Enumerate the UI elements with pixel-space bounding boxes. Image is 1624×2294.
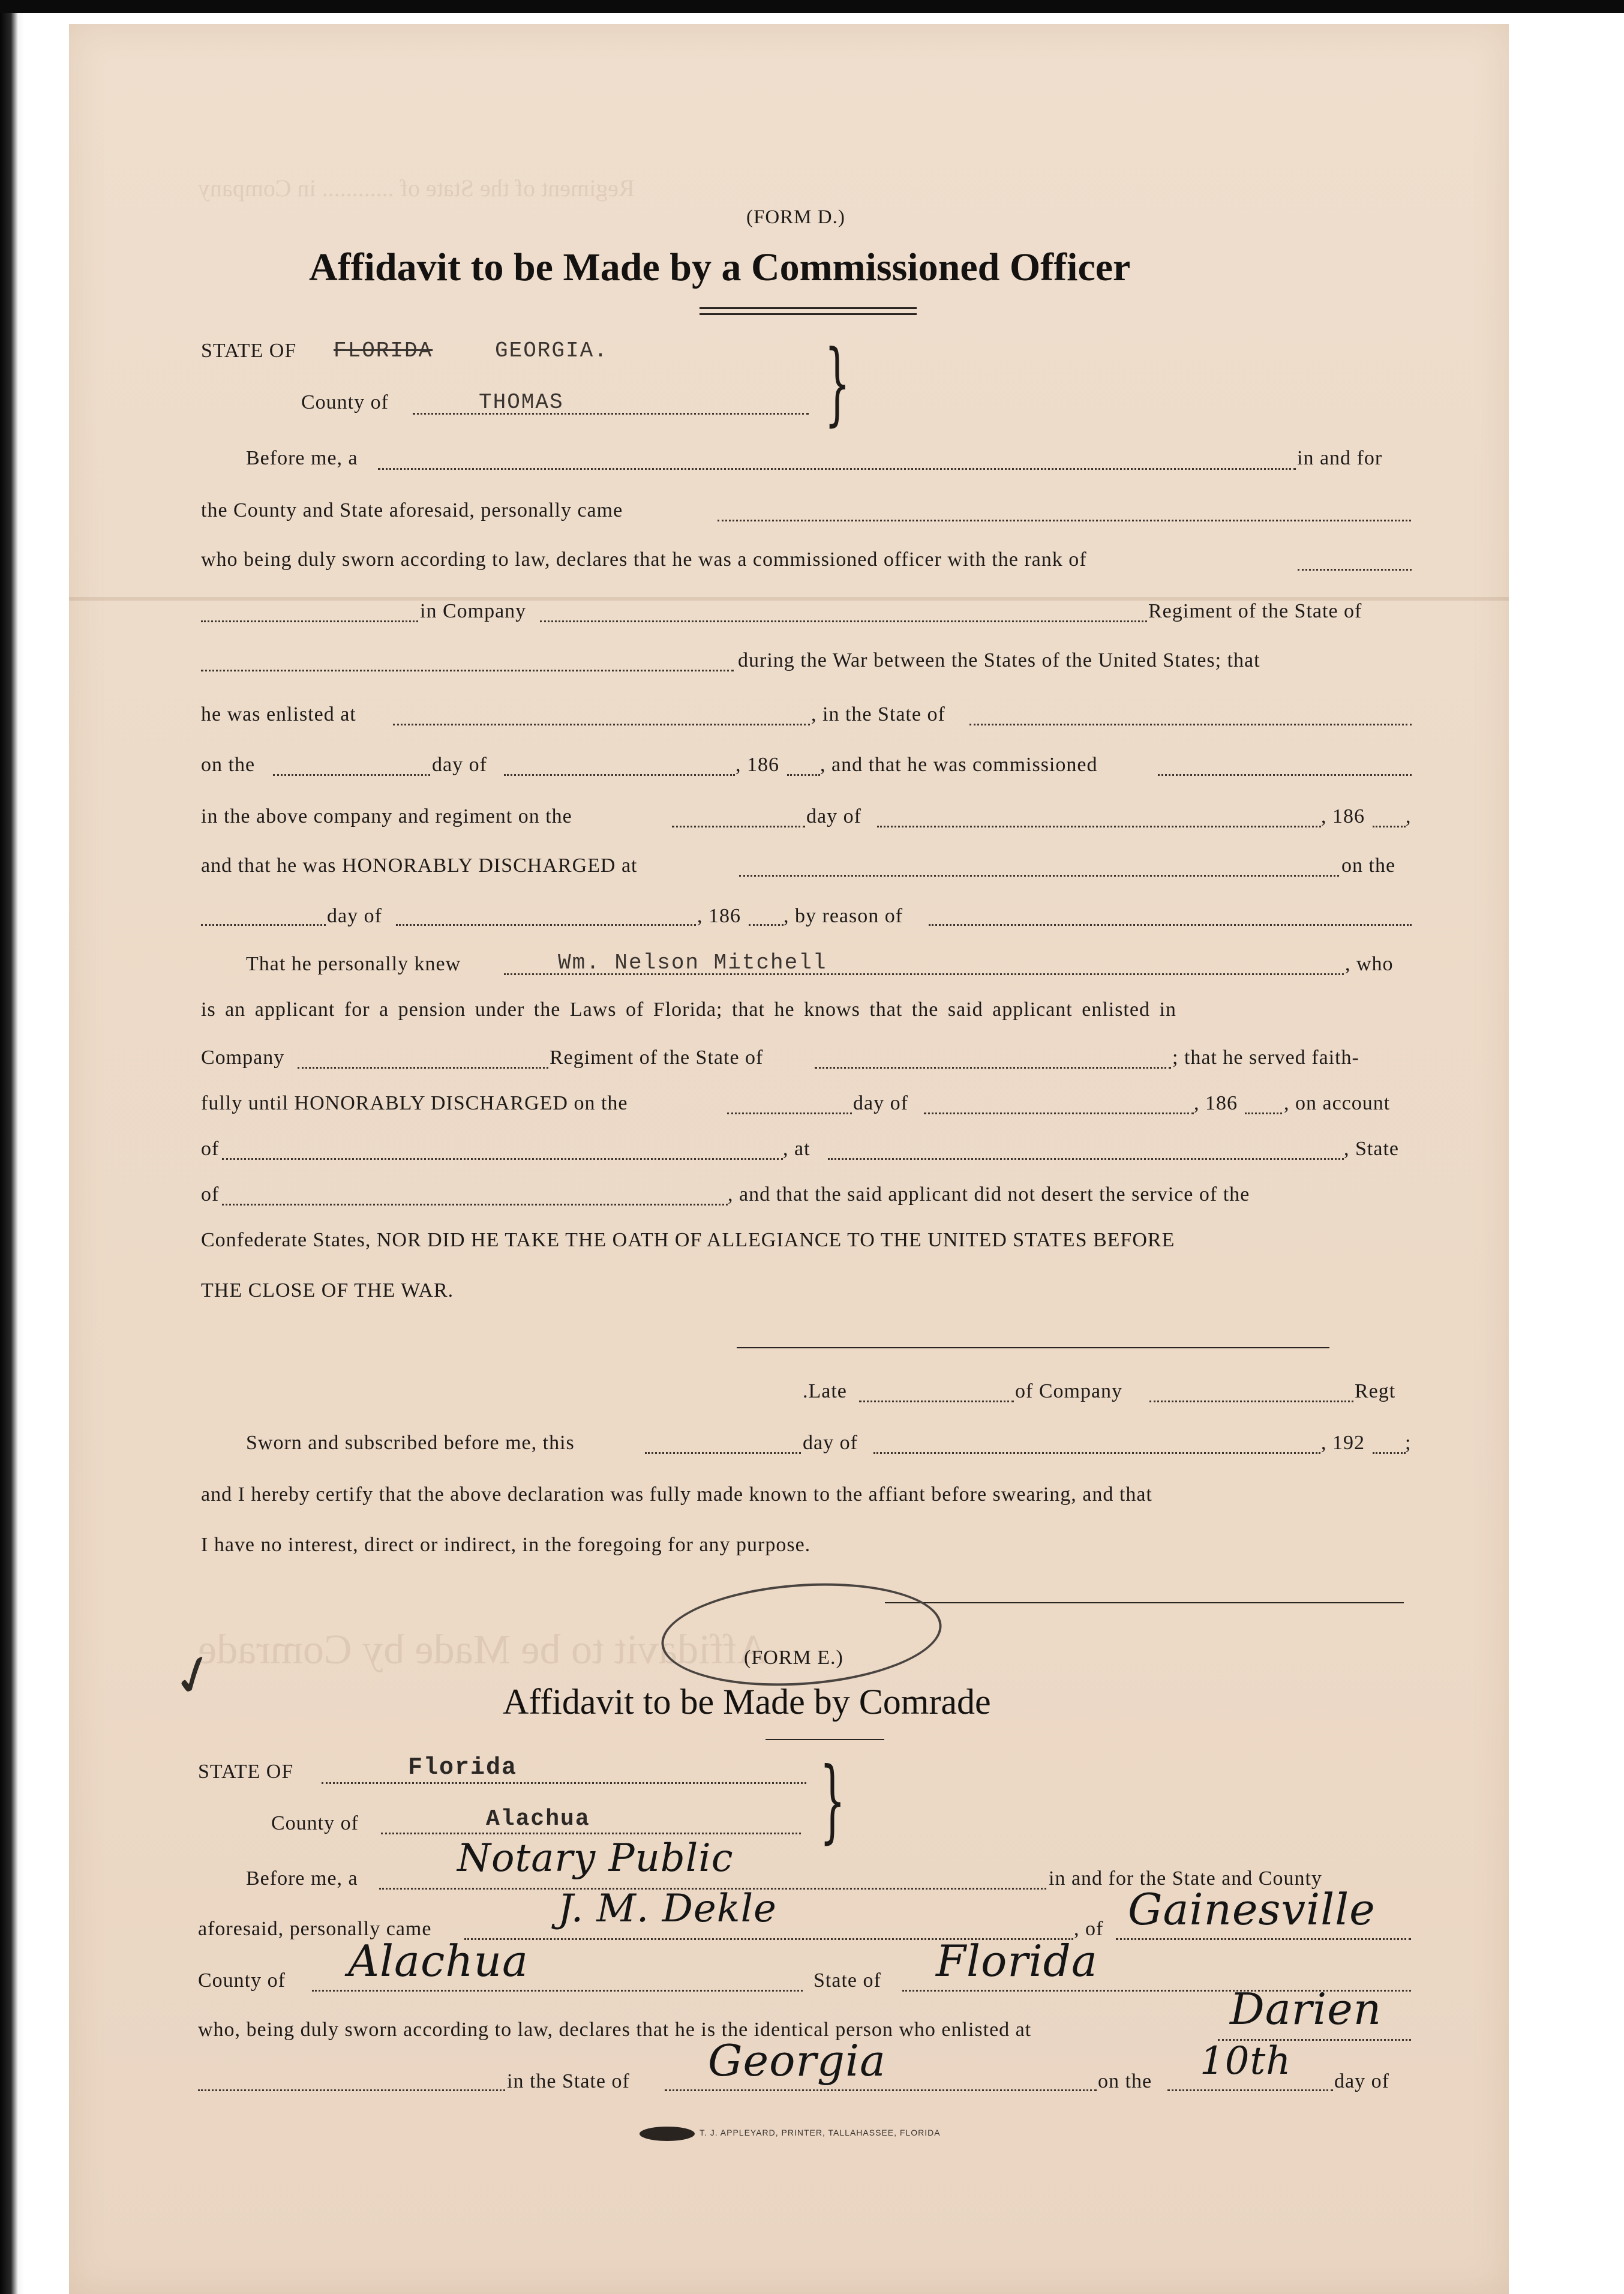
blank-line — [873, 1452, 1320, 1454]
text-line: Regiment of the State of — [1148, 600, 1362, 622]
state-value: Florida — [408, 1755, 518, 1782]
text-line: Before me, a — [246, 447, 358, 469]
text-line: in and for the State and County — [1049, 1867, 1322, 1890]
brace: } — [824, 331, 851, 436]
text-line: .Late — [803, 1380, 847, 1402]
blank-line — [504, 774, 735, 776]
blank-line — [718, 520, 1411, 521]
text-line: Regiment of the State of — [550, 1046, 764, 1069]
blank-line — [381, 1833, 801, 1834]
text-line: is an applicant for a pension under the Laws of Florida; that he knows that the said applicant enlisted in — [201, 998, 1176, 1021]
blank-line — [201, 620, 418, 622]
text-line: Confederate States, NOR DID HE TAKE THE OATH OF ALLEGIANCE TO THE UNITED STATES BEFORE — [201, 1229, 1175, 1251]
blank-line — [198, 2089, 505, 2091]
text-line: in and for — [1297, 447, 1383, 469]
blank-line — [859, 1401, 1014, 1402]
checkmark-annotation: ✓ — [163, 1641, 226, 1712]
text-line: Company — [201, 1046, 285, 1069]
text-line: Sworn and subscribed before me, this — [246, 1432, 575, 1454]
text-line: , 186 — [736, 754, 779, 776]
text-line: and I hereby certify that the above declaration was fully made known to the affiant before swearing, and that — [201, 1483, 1152, 1506]
blank-line — [672, 826, 805, 827]
text-line: of Company — [1015, 1380, 1123, 1402]
title-rule — [700, 313, 917, 315]
printer-imprint: T. J. APPLEYARD, PRINTER, TALLAHASSEE, FLORIDA — [700, 2128, 941, 2137]
text-line: he was enlisted at — [201, 703, 356, 725]
text-line: on the — [201, 754, 256, 776]
text-line: on the — [1098, 2070, 1152, 2092]
applicant-name: Wm. Nelson Mitchell — [558, 950, 827, 975]
blank-line — [1373, 826, 1406, 827]
text-line: day of — [803, 1432, 858, 1454]
blank-line — [201, 924, 326, 926]
text-line: of — [201, 1183, 220, 1206]
form-e-label: (FORM E.) — [744, 1647, 843, 1669]
scanner-left-edge — [0, 13, 24, 2294]
text-line: day of — [327, 905, 382, 927]
text-line: ; that he served faith- — [1172, 1046, 1359, 1069]
handwritten-title: Notary Public — [457, 1836, 734, 1881]
blank-line — [815, 1067, 1171, 1069]
text-line: day of — [432, 754, 487, 776]
text-line: State of — [813, 1969, 881, 1992]
blank-line — [1298, 569, 1412, 571]
blank-line — [1373, 1452, 1406, 1454]
blank-line — [1167, 2089, 1333, 2091]
blank-line — [645, 1452, 801, 1454]
text-line: That he personally knew — [246, 953, 461, 975]
title-rule — [766, 1739, 884, 1740]
bleed-through: Affidavit to be Made by Comrade — [198, 1627, 768, 1673]
text-line: , and that he was commissioned — [820, 754, 1098, 776]
printer-logo-icon — [640, 2127, 695, 2141]
text-line: in the above company and regiment on the — [201, 805, 572, 827]
text-line: day of — [806, 805, 861, 827]
form-d-title: Affidavit to be Made by a Commissioned Officer — [309, 245, 1131, 289]
blank-line — [378, 468, 1296, 470]
county-label: County of — [301, 391, 389, 413]
text-line: , at — [783, 1138, 811, 1160]
text-line: during the War between the States of the United States; that — [738, 649, 1260, 671]
text-line: , 192 — [1321, 1432, 1365, 1454]
text-line: I have no interest, direct or indirect, in the foregoing for any purpose. — [201, 1534, 811, 1556]
text-line: , who — [1345, 953, 1394, 975]
text-line: , on account — [1284, 1092, 1391, 1114]
handwritten-place: Darien — [1230, 1984, 1382, 2034]
handwritten-name: J. M. Dekle — [558, 1887, 777, 1931]
text-line: ; — [1405, 1432, 1412, 1454]
county-line — [413, 413, 809, 415]
blank-line — [201, 670, 734, 671]
text-line: aforesaid, personally came — [198, 1918, 432, 1940]
handwritten-state: Florida — [936, 1936, 1098, 1986]
text-line: in the State of — [507, 2070, 630, 2092]
text-line: and that he was HONORABLY DISCHARGED at — [201, 854, 638, 877]
text-line: , and that the said applicant did not desert the service of the — [728, 1183, 1250, 1206]
blank-line — [1149, 1401, 1353, 1402]
form-e-title: Affidavit to be Made by Comrade — [503, 1682, 991, 1722]
text-line: , State — [1344, 1138, 1399, 1160]
title-rule — [700, 307, 917, 309]
text-line: , — [1406, 805, 1412, 827]
blank-line — [298, 1067, 548, 1069]
blank-line — [540, 620, 1147, 622]
blank-line — [739, 875, 1339, 877]
blank-line — [1116, 1938, 1411, 1940]
text-line: , 186 — [1321, 805, 1365, 827]
text-line: in Company — [420, 600, 527, 622]
text-line: Regt — [1355, 1380, 1396, 1402]
text-line: THE CLOSE OF THE WAR. — [201, 1279, 454, 1302]
blank-line — [828, 1158, 1344, 1160]
state-struck-value: FLORIDA — [334, 338, 433, 363]
county-value: THOMAS — [479, 390, 564, 415]
blank-line — [222, 1158, 783, 1160]
text-line: , in the State of — [811, 703, 945, 725]
blank-line — [929, 924, 1412, 926]
text-line: , 186 — [1194, 1092, 1238, 1114]
text-line: , of — [1074, 1918, 1104, 1940]
blank-line — [312, 1990, 803, 1992]
text-line: day of — [853, 1092, 908, 1114]
blank-line — [222, 1204, 728, 1206]
text-line: who, being duly sworn according to law, declares that he is the identical person who enlisted at — [198, 2019, 1032, 2041]
text-line: on the — [1341, 854, 1396, 877]
text-line: day of — [1334, 2070, 1389, 2092]
form-d-label: (FORM D.) — [746, 206, 845, 228]
brace: } — [819, 1749, 846, 1853]
blank-line — [322, 1782, 806, 1784]
blank-line — [1158, 774, 1412, 776]
blank-line — [393, 724, 810, 725]
blank-line — [787, 774, 820, 776]
text-line: , 186 — [697, 905, 741, 927]
text-line: County of — [198, 1969, 286, 1992]
state-label: STATE OF — [198, 1761, 294, 1783]
text-line: , by reason of — [784, 905, 903, 927]
blank-line — [749, 924, 784, 926]
state-label: STATE OF — [201, 340, 297, 362]
blank-line — [396, 924, 696, 926]
signature-line — [737, 1347, 1329, 1348]
county-value: Alachua — [486, 1806, 590, 1832]
blank-line — [924, 1112, 1194, 1114]
handwritten-state: Georgia — [708, 2035, 886, 2086]
blank-line — [1245, 1112, 1282, 1114]
bleed-through: Regiment of the State of ............ in Company — [198, 175, 635, 202]
blank-line — [273, 774, 430, 776]
handwritten-city: Gainesville — [1128, 1884, 1376, 1935]
text-line: of — [201, 1138, 220, 1160]
text-line: fully until HONORABLY DISCHARGED on the — [201, 1092, 628, 1114]
scanner-top-edge — [0, 0, 1624, 13]
county-label: County of — [271, 1812, 359, 1834]
text-line: Before me, a — [246, 1867, 358, 1890]
signature-line — [885, 1602, 1404, 1603]
blank-line — [665, 2089, 1097, 2091]
blank-line — [877, 826, 1321, 827]
text-line: who being duly sworn according to law, declares that he was a commissioned officer with the rank of — [201, 548, 1087, 571]
text-line: the County and State aforesaid, personally came — [201, 499, 623, 521]
handwritten-day: 10th — [1200, 2039, 1292, 2083]
blank-line — [969, 724, 1412, 725]
handwritten-county: Alachua — [348, 1936, 529, 1986]
blank-line — [727, 1112, 852, 1114]
state-value: GEORGIA. — [495, 338, 608, 363]
